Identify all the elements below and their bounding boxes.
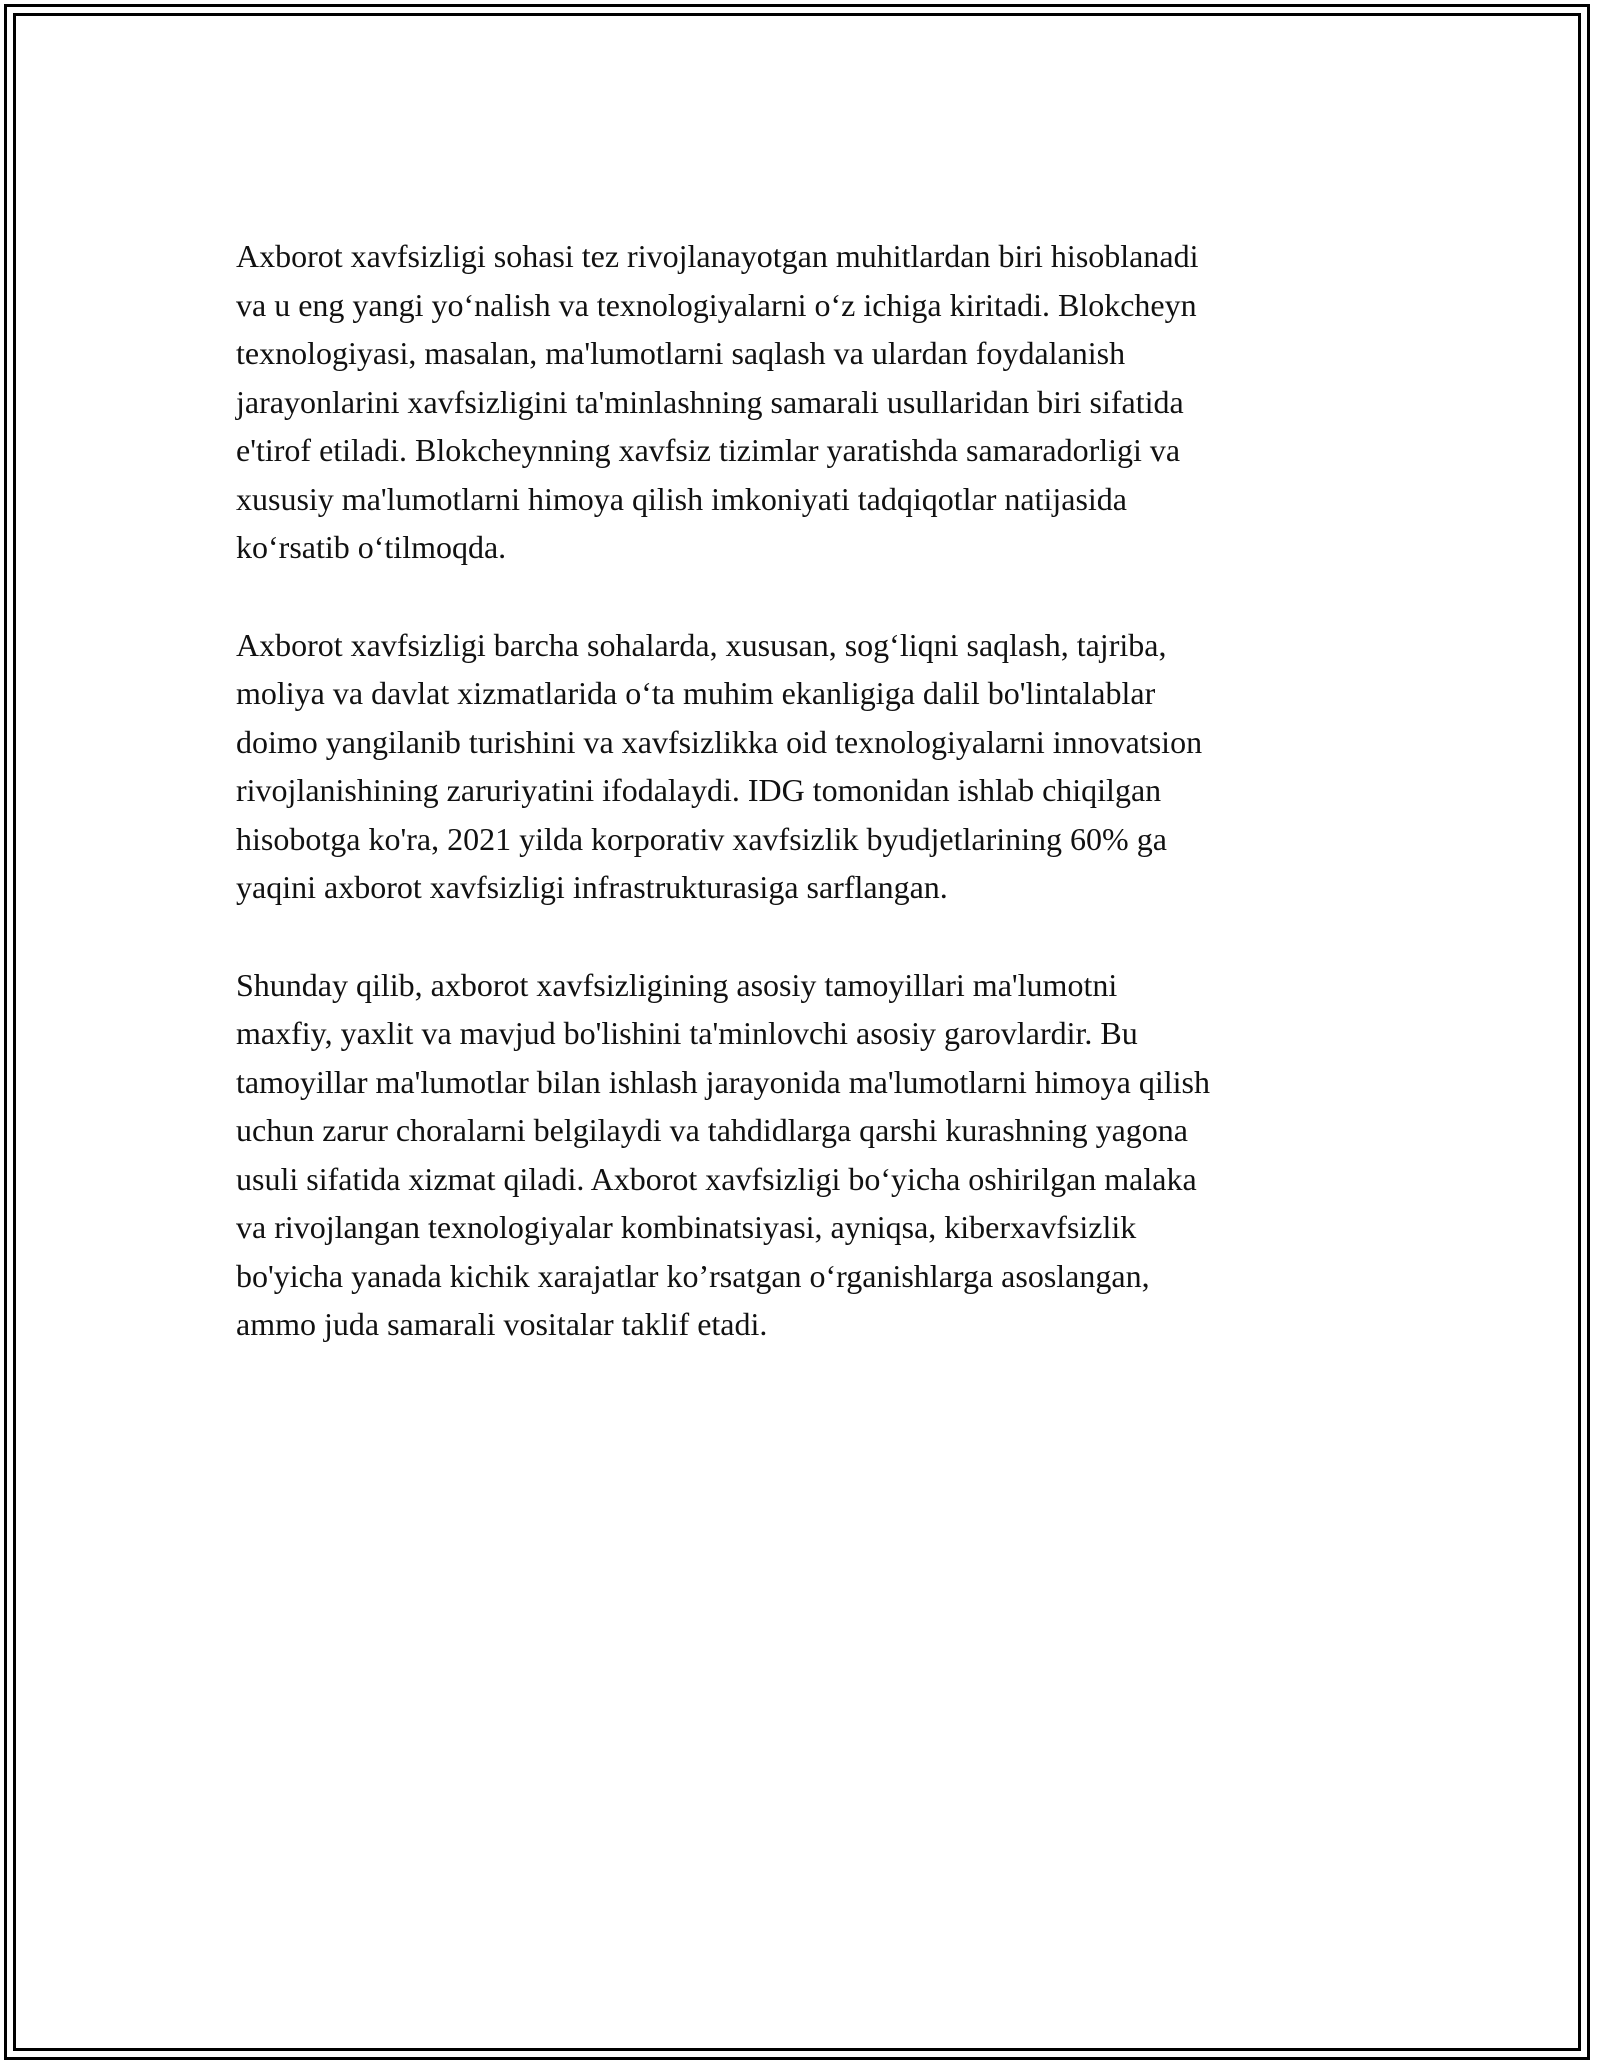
document-body (236, 232, 1376, 1398)
paragraph-2: Axborot xavfsizligi barcha sohalarda, xususan, sog‘liqni saqlash, tajriba, moliya va davlat xizmatlarida o‘ta muhim ekanligiga dalil bo'lintalablar doimo yangilanib turishini va xavfsizlikka oid texnologiyalarni innovatsion rivojlanishining zaruriyatini ifodalaydi. IDG tomonidan ishlab chiqilgan hisobotga ko'ra, 2021 yilda korporativ xavfsizlik byudjetlarining 60% ga yaqini axborot xavfsizligi infrastrukturasiga sarflangan. (236, 626, 1203, 905)
paragraph-1: Axborot xavfsizligi sohasi tez rivojlanayotgan muhitlardan biri hisoblanadi va u eng yangi yo‘nalish va texnologiyalarni o‘z ichiga kiritadi. Blokcheyn texnologiyasi, masalan, ma'lumotlarni saqlash va ulardan foydalanish jarayonlarini xavfsizligini ta'minlashning samarali usullaridan biri sifatida e'tirof etiladi. Blokcheynning xavfsiz tizimlar yaratishda samaradorligi va xususiy ma'lumotlarni himoya qilish imkoniyati tadqiqotlar natijasida ko‘rsatib o‘tilmoqda. (236, 238, 1199, 565)
paragraph-3: Shunday qilib, axborot xavfsizligining asosiy tamoyillari ma'lumotni maxfiy, yaxlit va mavjud bo'lishini ta'minlovchi asosiy garovlardir. Bu tamoyillar ma'lumotlar bilan ishlash jarayonida ma'lumotlarni himoya qilish uchun zarur choralarni belgilaydi va tahdidlarga qarshi kurashning yagona usuli sifatida xizmat qiladi. Axborot xavfsizligi bo‘yicha oshirilgan malaka va rivojlangan texnologiyalar kombinatsiyasi, ayniqsa, kiberxavfsizlik bo'yicha yanada kichik xarajatlar ko’rsatgan o‘rganishlarga asoslangan, ammo juda samarali vositalar taklif etadi. (236, 966, 1210, 1342)
